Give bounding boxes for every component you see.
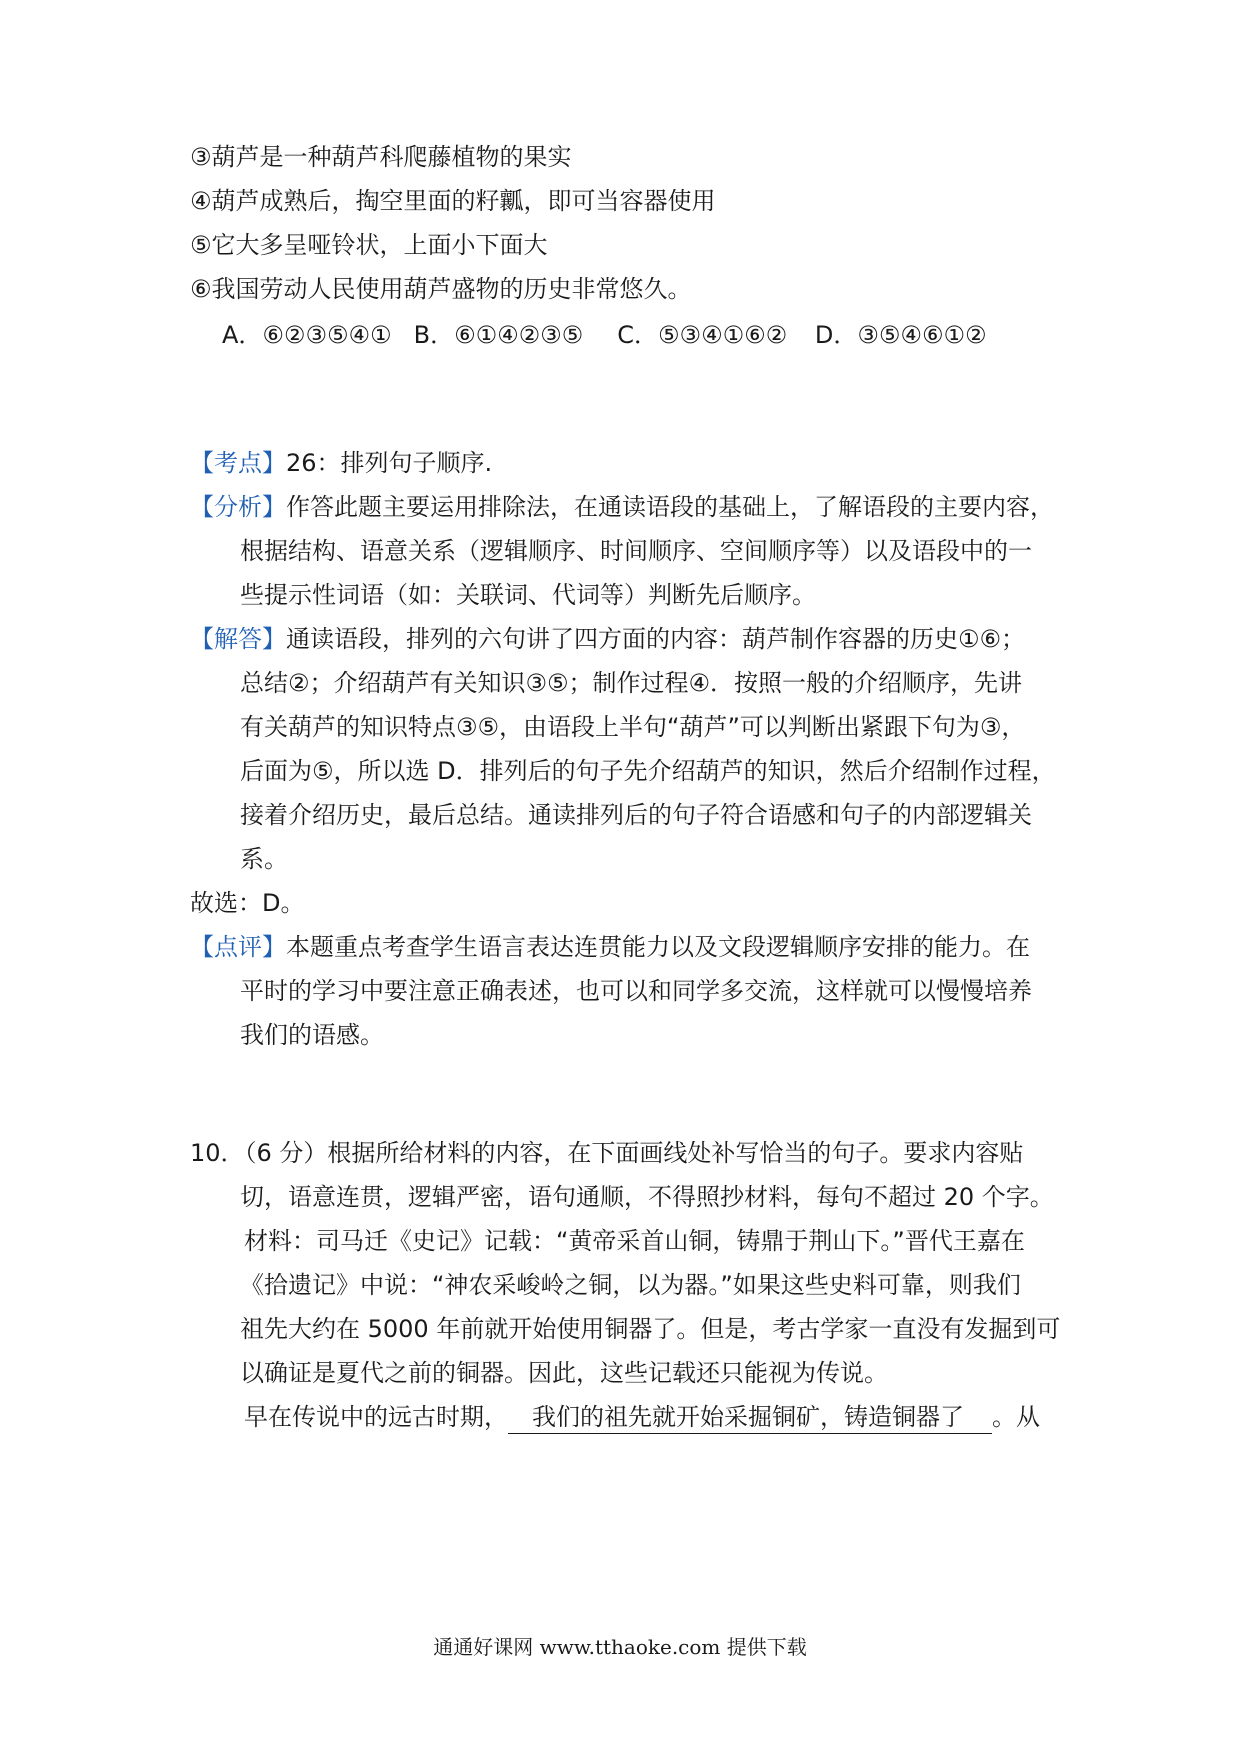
jieda-line-1 — [190, 624, 1025, 654]
q10-material-line-1: 材料：司马迁《史记》记载：“黄帝采首山铜，铸鼎于荆山下。”晋代王嘉在 — [244, 1227, 1025, 1255]
question-item-4: ④葫芦成熟后，掏空里面的籽瓤，即可当容器使用 — [190, 187, 716, 215]
dianping-text-1: 本题重点考查学生语言表达连贯能力以及文段逻辑顺序安排的能力。在 — [286, 933, 1030, 961]
options-row — [222, 320, 987, 350]
option-a: A．⑥②③⑤④① — [222, 321, 392, 349]
fill-blank-answer: 我们的祖先就开始采掘铜矿，铸造铜器了 — [508, 1402, 992, 1434]
fenxi-line-2: 根据结构、语意关系（逻辑顺序、时间顺序、空间顺序等）以及语段中的一 — [240, 537, 1032, 565]
jieda-text-1: 通读语段，排列的六句讲了四方面的内容：葫芦制作容器的历史①⑥； — [286, 625, 1026, 653]
fenxi-tag: 【分析】 — [190, 493, 286, 521]
option-c: C．⑤③④①⑥② — [617, 321, 788, 349]
kaodian-tag: 【考点】 — [190, 449, 286, 477]
jieda-line-6: 系。 — [240, 845, 288, 873]
q10-material-line-3: 祖先大约在 5000 年前就开始使用铜器了。但是，考古学家一直没有发掘到可 — [240, 1315, 1061, 1343]
q10-material-line-2: 《拾遗记》中说：“神农采峻岭之铜，以为器。”如果这些史料可靠，则我们 — [240, 1271, 1021, 1299]
jieda-line-5: 接着介绍历史，最后总结。通读排列后的句子符合语感和句子的内部逻辑关 — [240, 801, 1032, 829]
option-d: D．③⑤④⑥①② — [814, 321, 987, 349]
kaodian-text: 26：排列句子顺序. — [286, 449, 493, 477]
fenxi-line-1 — [190, 492, 1054, 522]
dianping-line-2: 平时的学习中要注意正确表述，也可以和同学多交流，这样就可以慢慢培养 — [240, 977, 1032, 1005]
fenxi-line-3: 些提示性词语（如：关联词、代词等）判断先后顺序。 — [240, 581, 816, 609]
kaodian-line — [190, 448, 492, 478]
fenxi-text-1: 作答此题主要运用排除法，在通读语段的基础上，了解语段的主要内容， — [286, 493, 1054, 521]
jieda-tag: 【解答】 — [190, 625, 286, 653]
dianping-tag: 【点评】 — [190, 933, 286, 961]
question-item-6: ⑥我国劳动人民使用葫芦盛物的历史非常悠久。 — [190, 275, 692, 303]
jieda-line-4: 后面为⑤，所以选 D．排列后的句子先介绍葫芦的知识，然后介绍制作过程， — [240, 757, 1056, 785]
q10-material-line-4: 以确证是夏代之前的铜器。因此，这些记载还只能视为传说。 — [240, 1359, 888, 1387]
question-item-5: ⑤它大多呈哑铃状，上面小下面大 — [190, 231, 548, 259]
q10-line-1: 10．（6 分）根据所给材料的内容，在下面画线处补写恰当的句子。要求内容贴 — [190, 1139, 1024, 1167]
dianping-line-1 — [190, 932, 1030, 962]
answer-line: 故选：D。 — [190, 889, 305, 917]
question-item-3: ③葫芦是一种葫芦科爬藤植物的果实 — [190, 143, 572, 171]
jieda-line-3: 有关葫芦的知识特点③⑤，由语段上半句“葫芦”可以判断出紧跟下句为③， — [240, 713, 1026, 741]
fill-before-text: 早在传说中的远古时期， — [244, 1403, 508, 1431]
q10-fill-line — [244, 1402, 1040, 1434]
jieda-line-2: 总结②；介绍葫芦有关知识③⑤；制作过程④．按照一般的介绍顺序，先讲 — [240, 669, 1023, 697]
page-footer: 通通好课网 www.tthaoke.com 提供下载 — [433, 1635, 807, 1659]
dianping-line-3: 我们的语感。 — [240, 1021, 384, 1049]
q10-line-2: 切，语意连贯，逻辑严密，语句通顺，不得照抄材料，每句不超过 20 个字。 — [240, 1183, 1054, 1211]
option-b: B．⑥①④②③⑤ — [413, 321, 584, 349]
fill-after-text: 。从 — [992, 1403, 1040, 1431]
